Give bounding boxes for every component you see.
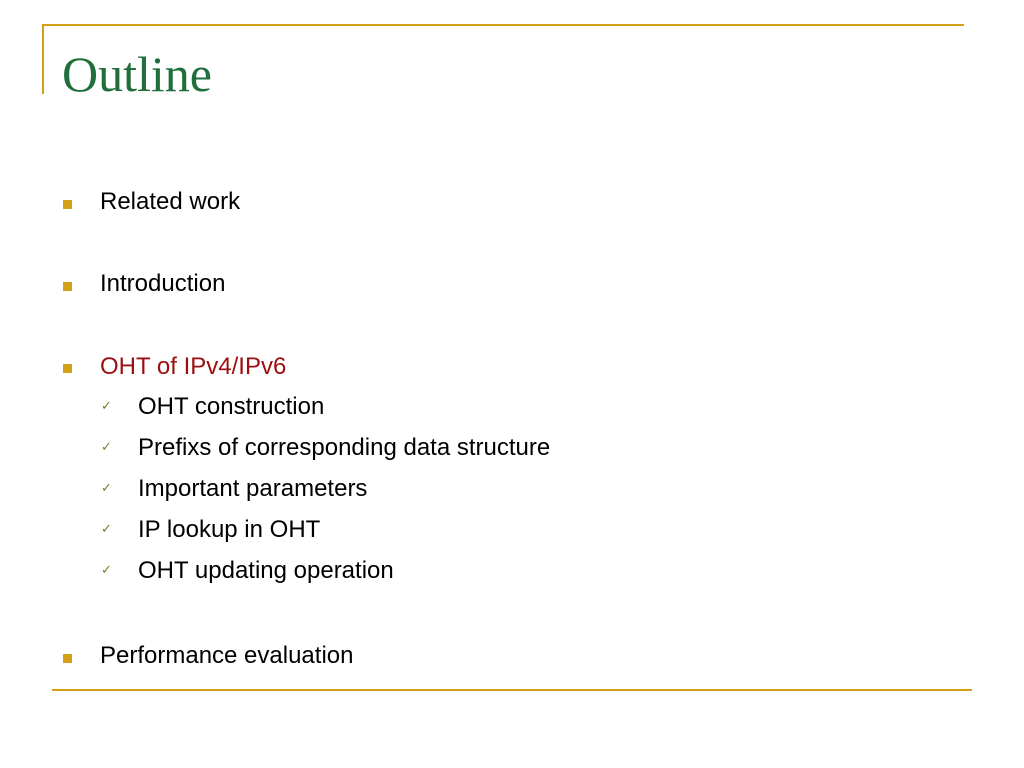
sub-item-ip-lookup xyxy=(0,516,960,546)
sub-item-label: Prefixs of corresponding data structure xyxy=(138,434,551,461)
square-bullet-icon xyxy=(63,282,72,291)
checkmark-icon: ✓ xyxy=(101,399,112,414)
sub-item-label: OHT updating operation xyxy=(138,557,394,584)
sub-item-label: OHT construction xyxy=(138,393,325,420)
list-item-label-highlighted: OHT of IPv4/IPv6 xyxy=(100,353,287,380)
sub-item-important-parameters xyxy=(0,475,960,505)
sub-item-label: Important parameters xyxy=(138,475,368,502)
square-bullet-icon xyxy=(63,200,72,209)
square-bullet-icon xyxy=(63,364,72,373)
slide-title: Outline xyxy=(62,46,212,102)
list-item-oht-ipv4-ipv6 xyxy=(0,352,960,386)
frame-left-rule xyxy=(42,24,44,94)
sub-item-oht-construction xyxy=(0,393,960,423)
list-item-introduction xyxy=(0,269,960,303)
list-item-performance-evaluation xyxy=(0,641,960,675)
checkmark-icon: ✓ xyxy=(101,440,112,455)
sub-item-label: IP lookup in OHT xyxy=(138,516,321,543)
list-item-related-work xyxy=(0,187,960,221)
list-item-label: Related work xyxy=(100,188,241,215)
checkmark-icon: ✓ xyxy=(101,522,112,537)
frame-top-rule xyxy=(42,24,964,26)
square-bullet-icon xyxy=(63,654,72,663)
list-item-label: Performance evaluation xyxy=(100,642,354,669)
sub-item-prefixs xyxy=(0,434,960,464)
checkmark-icon: ✓ xyxy=(101,563,112,578)
list-item-label: Introduction xyxy=(100,270,226,297)
checkmark-icon: ✓ xyxy=(101,481,112,496)
frame-bottom-rule xyxy=(52,689,972,691)
sub-item-oht-updating xyxy=(0,557,960,587)
